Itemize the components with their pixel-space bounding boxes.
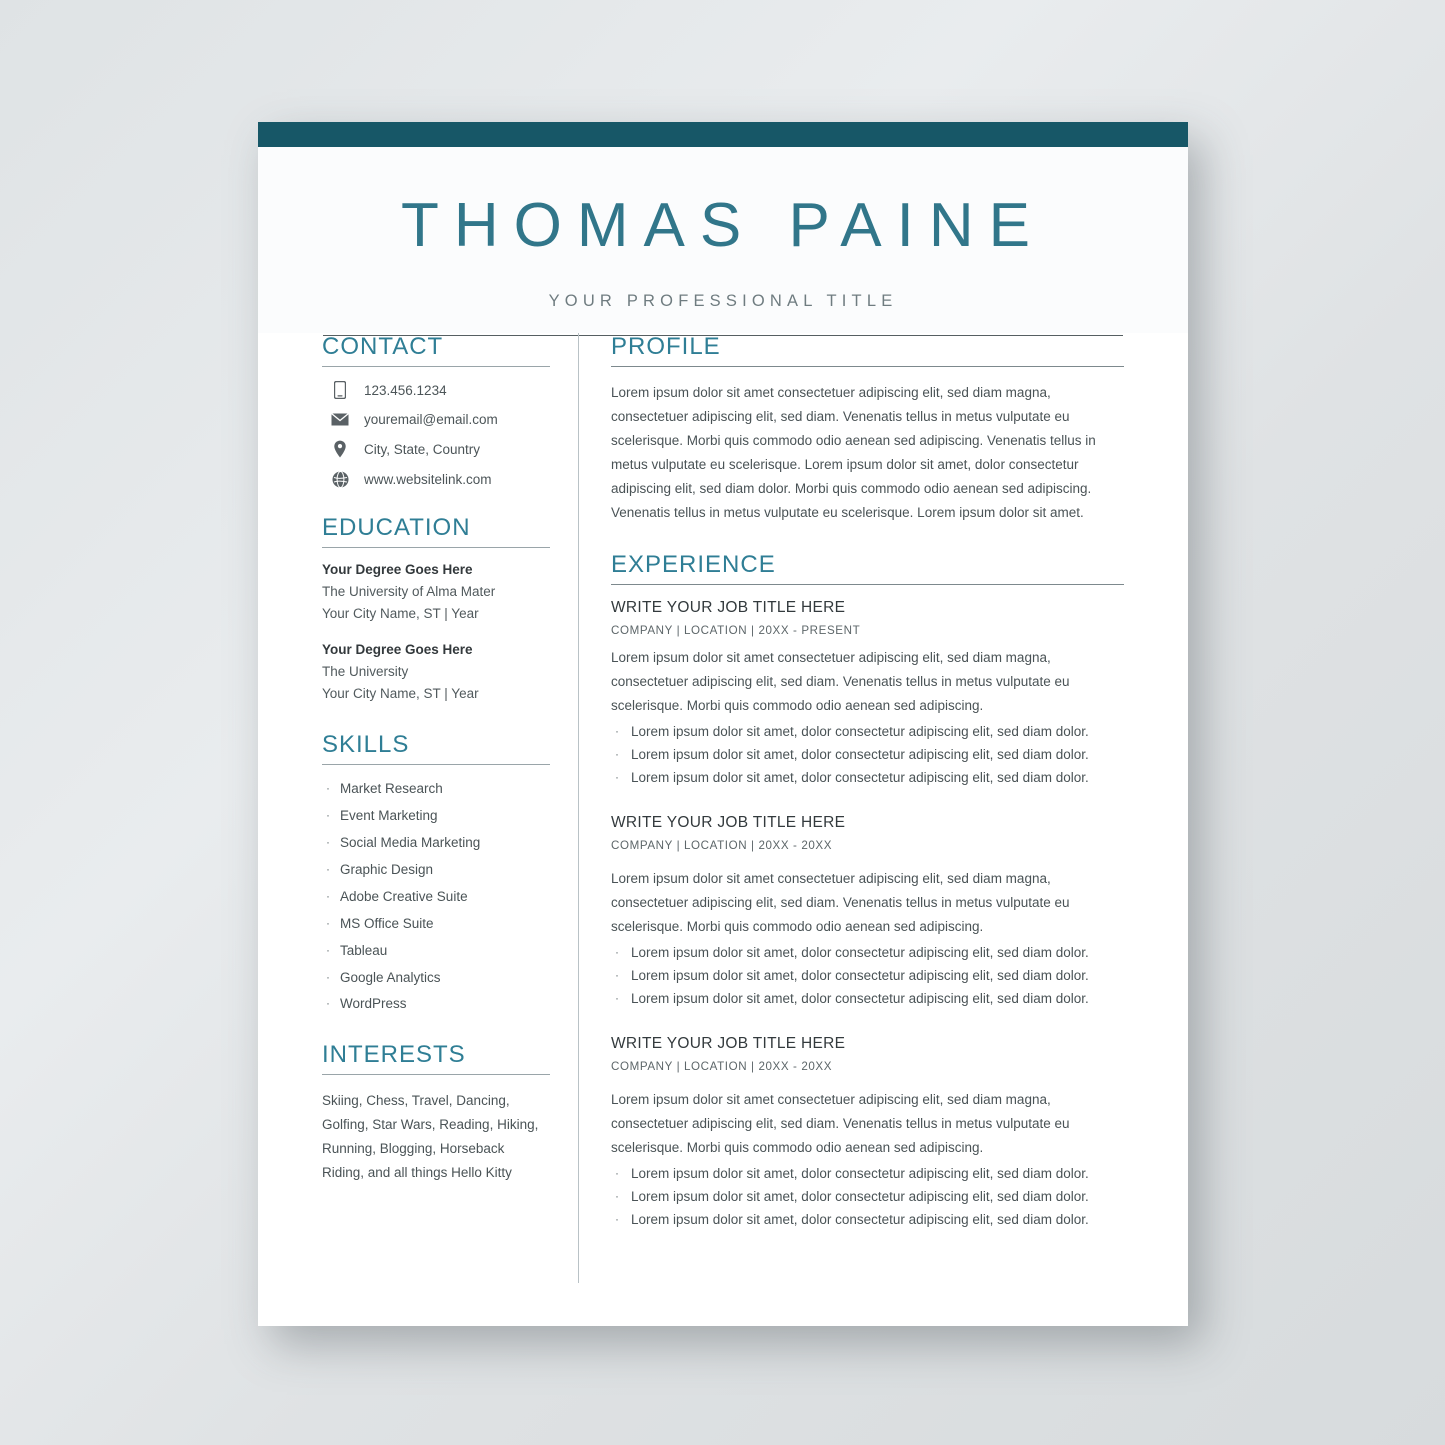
bullet-icon: · — [326, 888, 330, 903]
job-description: Lorem ipsum dolor sit amet consectetuer adipiscing elit, sed diam magna, consectetuer adipiscing elit, sed diam. Venenatis tellus in metus vulputate eu scelerisque. Morbi quis commodo odio aenean sed adipiscing. — [611, 1091, 1070, 1155]
profile-heading: PROFILE — [611, 333, 721, 360]
interests-text: Skiing, Chess, Travel, Dancing, Golfing, Star Wars, Reading, Hiking, Running, Blogging, Horseback Riding, and all things Hello Kitty — [322, 1093, 539, 1181]
bullet-icon: · — [615, 944, 619, 959]
education-location: Your City Name, ST | Year — [322, 685, 479, 701]
job-bullet-text: Lorem ipsum dolor sit amet, dolor consectetur adipiscing elit, sed diam dolor. — [631, 944, 1089, 960]
experience-entry — [611, 814, 1124, 1010]
job-bullet-text: Lorem ipsum dolor sit amet, dolor consectetur adipiscing elit, sed diam dolor. — [631, 990, 1089, 1006]
skill-label: Market Research — [340, 781, 443, 797]
job-meta: COMPANY | LOCATION | 20XX - 20XX — [611, 1059, 833, 1073]
job-bullet-text: Lorem ipsum dolor sit amet, dolor consectetur adipiscing elit, sed diam dolor. — [631, 1165, 1089, 1181]
email-icon — [326, 413, 354, 426]
bullet-icon: · — [326, 861, 330, 876]
list-item — [322, 968, 550, 989]
contact-value: www.websitelink.com — [364, 472, 492, 487]
list-item — [611, 722, 1124, 743]
education-degree: Your Degree Goes Here — [322, 562, 473, 577]
location-pin-icon — [326, 440, 354, 458]
profile-section — [611, 333, 1124, 525]
bullet-icon: · — [615, 1165, 619, 1180]
job-bullet-text: Lorem ipsum dolor sit amet, dolor consectetur adipiscing elit, sed diam dolor. — [631, 967, 1089, 983]
job-meta: COMPANY | LOCATION | 20XX - 20XX — [611, 838, 833, 852]
education-entry — [322, 642, 550, 706]
resume-document — [258, 122, 1188, 1326]
education-rule — [322, 547, 550, 548]
skill-label: WordPress — [340, 996, 407, 1012]
skill-label: Adobe Creative Suite — [340, 888, 468, 904]
job-bullet-text: Lorem ipsum dolor sit amet, dolor consectetur adipiscing elit, sed diam dolor. — [631, 1188, 1089, 1204]
bullet-icon: · — [326, 942, 330, 957]
job-bullet-text: Lorem ipsum dolor sit amet, dolor consectetur adipiscing elit, sed diam dolor. — [631, 769, 1089, 785]
experience-rule — [611, 584, 1124, 585]
skills-section — [322, 731, 550, 1015]
interests-rule — [322, 1074, 550, 1075]
experience-section — [611, 551, 1124, 1230]
job-bullet-text: Lorem ipsum dolor sit amet, dolor consectetur adipiscing elit, sed diam dolor. — [631, 747, 1089, 763]
list-item — [322, 994, 550, 1015]
skill-label: Google Analytics — [340, 969, 441, 985]
skills-rule — [322, 764, 550, 765]
job-bullet-text: Lorem ipsum dolor sit amet, dolor consectetur adipiscing elit, sed diam dolor. — [631, 724, 1089, 740]
bullet-icon: · — [326, 781, 330, 796]
bullet-icon: · — [615, 769, 619, 784]
contact-rule — [322, 366, 550, 367]
education-heading: EDUCATION — [322, 514, 471, 541]
list-item — [611, 989, 1124, 1010]
list-item — [611, 768, 1124, 789]
job-meta: COMPANY | LOCATION | 20XX - PRESENT — [611, 624, 861, 638]
bullet-icon: · — [615, 1188, 619, 1203]
job-title: WRITE YOUR JOB TITLE HERE — [611, 813, 846, 831]
experience-entry — [611, 1035, 1124, 1231]
contact-row[interactable] — [322, 381, 550, 399]
experience-entry — [611, 599, 1124, 789]
profile-rule — [611, 366, 1124, 367]
contact-heading: CONTACT — [322, 333, 444, 360]
contact-row[interactable] — [322, 440, 550, 458]
list-item — [322, 779, 550, 800]
list-item — [322, 887, 550, 908]
contact-value: City, State, Country — [364, 441, 481, 457]
job-bullets — [611, 943, 1124, 1010]
list-item — [611, 966, 1124, 987]
bullet-icon: · — [615, 1211, 619, 1226]
globe-icon — [326, 471, 354, 488]
job-description: Lorem ipsum dolor sit amet consectetuer adipiscing elit, sed diam magna, consectetuer adipiscing elit, sed diam. Venenatis tellus in metus vulputate eu scelerisque. Morbi quis commodo odio aenean sed adipiscing. — [611, 870, 1070, 934]
contact-value: 123.456.1234 — [364, 382, 447, 398]
resume-header — [258, 147, 1188, 333]
accent-top-bar — [258, 122, 1188, 147]
page-title: THOMAS PAINE — [401, 191, 1045, 260]
left-column — [322, 333, 550, 1211]
job-description: Lorem ipsum dolor sit amet consectetuer adipiscing elit, sed diam magna, consectetuer adipiscing elit, sed diam. Venenatis tellus in metus vulputate eu scelerisque. Morbi quis commodo odio aenean sed adipiscing. — [611, 650, 1070, 714]
phone-icon — [326, 381, 354, 399]
education-school: The University — [322, 663, 409, 679]
bullet-icon: · — [326, 834, 330, 849]
job-title: WRITE YOUR JOB TITLE HERE — [611, 1034, 846, 1052]
job-title: WRITE YOUR JOB TITLE HERE — [611, 599, 846, 617]
professional-title: YOUR PROFESSIONAL TITLE — [548, 292, 898, 310]
skill-label: Graphic Design — [340, 861, 434, 877]
resume-body — [258, 333, 1188, 1326]
list-item — [322, 941, 550, 962]
education-entry — [322, 562, 550, 626]
list-item — [611, 1187, 1124, 1208]
bullet-icon: · — [615, 990, 619, 1005]
contact-value: youremail@email.com — [364, 412, 498, 427]
list-item — [611, 1164, 1124, 1185]
bullet-icon: · — [615, 724, 619, 739]
skills-heading: SKILLS — [322, 731, 410, 759]
list-item — [322, 806, 550, 827]
skill-label: MS Office Suite — [340, 915, 434, 931]
right-column — [611, 333, 1124, 1257]
list-item — [322, 833, 550, 854]
job-bullets — [611, 1164, 1124, 1231]
contact-section — [322, 333, 550, 488]
skill-label: Tableau — [340, 942, 388, 958]
bullet-icon: · — [326, 807, 330, 822]
bullet-icon: · — [326, 915, 330, 930]
education-degree: Your Degree Goes Here — [322, 641, 473, 657]
list-item — [322, 860, 550, 881]
bullet-icon: · — [326, 996, 330, 1011]
job-bullet-text: Lorem ipsum dolor sit amet, dolor consectetur adipiscing elit, sed diam dolor. — [631, 1211, 1089, 1227]
list-item — [611, 745, 1124, 766]
experience-heading: EXPERIENCE — [611, 551, 776, 579]
list-item — [611, 1210, 1124, 1231]
bullet-icon: · — [615, 747, 619, 762]
skill-label: Event Marketing — [340, 807, 438, 823]
interests-heading: INTERESTS — [322, 1041, 466, 1069]
bullet-icon: · — [615, 967, 619, 982]
profile-text: Lorem ipsum dolor sit amet consectetuer adipiscing elit, sed diam magna, consectetuer adipiscing elit, sed diam. Venenatis tellus in metus vulputate eu scelerisque. Morbi quis commodo odio aenean sed adipiscing. Venenatis tellus in metus vulputate eu scelerisque. Lorem ipsum dolor sit amet, dolor consectetur adipiscing elit, sed diam dolor. Morbi quis commodo odio aenean sed adipiscing. Venenatis tellus in metus vulputate eu scelerisque. Lorem ipsum dolor sit amet. — [611, 385, 1096, 521]
education-school: The University of Alma Mater — [322, 584, 496, 599]
education-section — [322, 514, 550, 705]
column-divider — [578, 333, 579, 1283]
skill-label: Social Media Marketing — [340, 834, 481, 850]
education-location: Your City Name, ST | Year — [322, 606, 479, 622]
job-bullets — [611, 722, 1124, 789]
contact-row[interactable] — [322, 412, 550, 427]
contact-row[interactable] — [322, 471, 550, 488]
list-item — [322, 914, 550, 935]
interests-section — [322, 1041, 550, 1185]
list-item — [611, 943, 1124, 964]
bullet-icon: · — [326, 969, 330, 984]
